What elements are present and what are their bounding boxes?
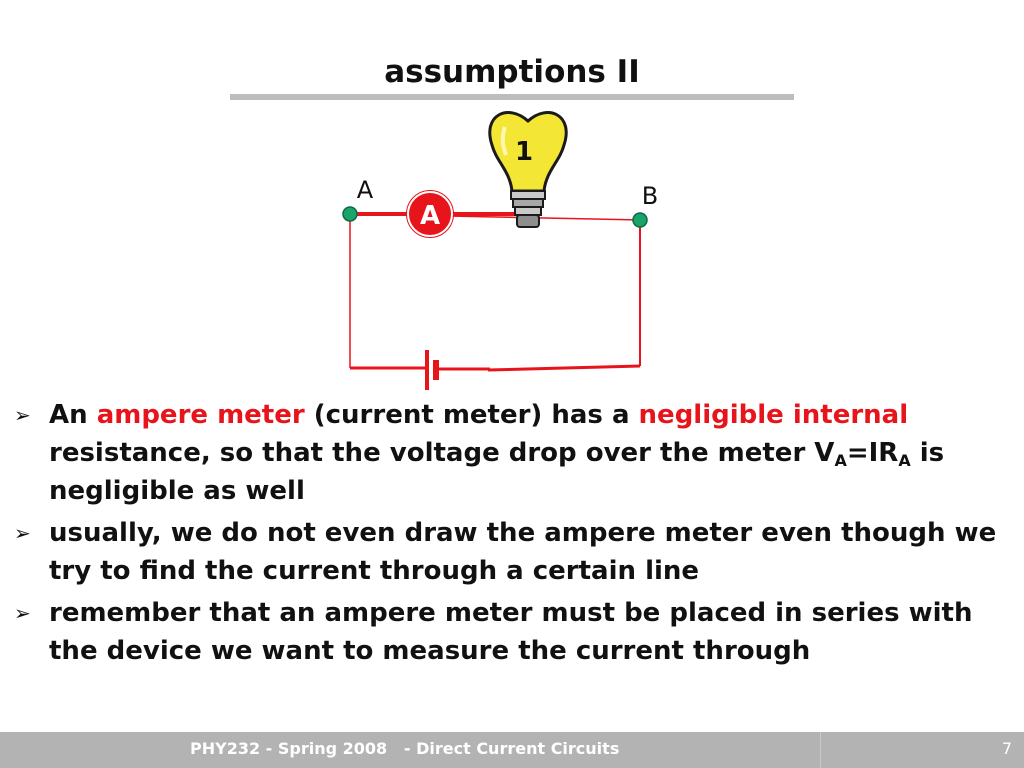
footer-divider [820, 732, 821, 768]
circuit-diagram [320, 105, 680, 395]
bullet-text: remember that an ampere meter must be placed in series with the device we want to measure the current through [49, 598, 973, 666]
circuit-wires [350, 214, 640, 370]
ammeter-letter: A [419, 201, 441, 231]
node-a [343, 207, 357, 221]
bullet-item [14, 396, 1018, 510]
bullet-arrow-icon: ➢ [14, 601, 31, 625]
bullet-text-part: An [49, 400, 97, 430]
bullet-text-part: is negligible as well [49, 438, 945, 506]
subscript-a: A [834, 451, 847, 470]
battery-icon [350, 350, 490, 390]
lightbulb-icon [490, 113, 566, 227]
page-number: 7 [1001, 739, 1012, 758]
bullet-arrow-icon: ➢ [14, 521, 31, 545]
bullet-text-part: (current meter) has a [304, 400, 639, 430]
bullet-item [14, 514, 1018, 590]
bullet-text-part: resistance, so that the voltage drop over the meter V [49, 438, 835, 468]
bullet-text: usually, we do not even draw the ampere meter even though we try to find the current through a certain line [49, 518, 997, 586]
emphasis-ampere-meter: ampere meter [96, 400, 305, 430]
footer-course-text: PHY232 - Spring 2008 - Direct Current Circuits [190, 739, 620, 758]
title-underline [230, 94, 794, 100]
slide-title: assumptions II [384, 54, 640, 90]
subscript-a: A [898, 451, 911, 470]
bulb-number: 1 [514, 137, 534, 167]
footer-bar [0, 732, 1024, 768]
emphasis-negligible-internal: negligible internal [638, 400, 909, 430]
node-b [633, 213, 647, 227]
bullet-list [14, 396, 1018, 674]
bullet-text-part: =IR [846, 438, 899, 468]
bullet-arrow-icon: ➢ [14, 403, 31, 427]
ammeter-icon [407, 191, 454, 238]
label-a: A [356, 176, 374, 204]
label-b: B [641, 182, 659, 210]
bullet-item [14, 594, 1018, 670]
